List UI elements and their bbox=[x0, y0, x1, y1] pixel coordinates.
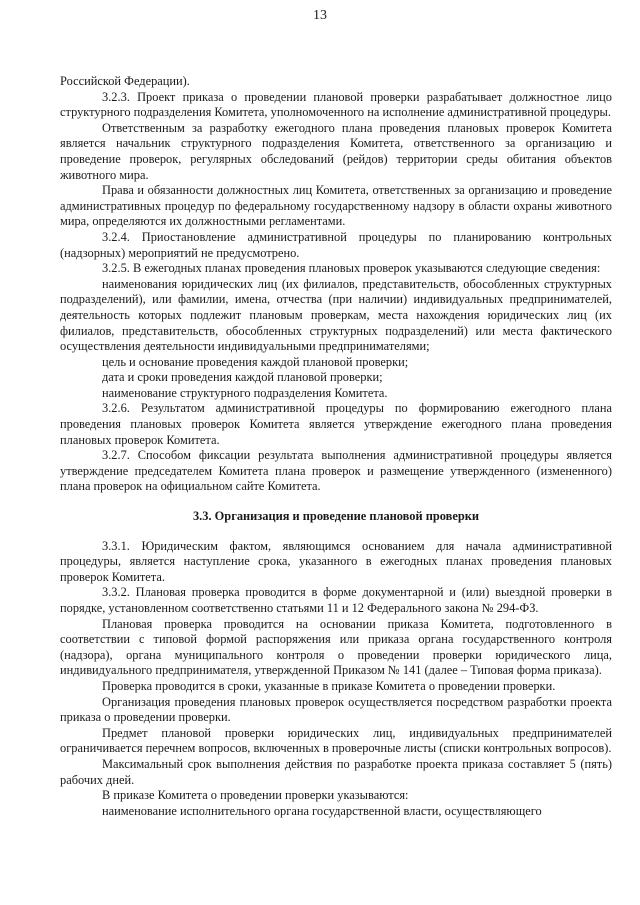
paragraph: Проверка проводится в сроки, указанные в приказе Комитета о проведении проверки. bbox=[102, 678, 556, 693]
paragraph: наименование структурного подразделения Комитета. bbox=[102, 385, 388, 400]
paragraph: Российской Федерации). bbox=[60, 74, 190, 88]
paragraph: 3.2.4. Приостановление административной процедуры по планированию контрольных (надзорных) мероприятий не предусмотрено. bbox=[60, 229, 612, 260]
paragraph: наименования юридических лиц (их филиалов, представительств, обособленных структурных подразделений), или фамилии, имена, отчества (при наличии) индивидуальных предпринимателей, деятельность которых подлежит плановым проверкам, места нахождения юридических лиц (их филиалов, представительств, обособленных структурных подразделений) или места фактического осуществления деятельности индивидуальными предпринимателями; bbox=[60, 276, 612, 354]
paragraph: наименование исполнительного органа государственной власти, осуществляющего bbox=[102, 803, 542, 818]
paragraph: 3.2.7. Способом фиксации результата выполнения административной процедуры является утверждение председателем Комитета плана проверок и размещение утвержденного (измененного) плана проверок на официальном сайте Комитета. bbox=[60, 448, 612, 494]
paragraph: 3.2.3. Проект приказа о проведении плановой проверки разрабатывает должностное лицо структурного подразделения Комитета, уполномоченного на исполнение административной процедуры. bbox=[60, 89, 612, 120]
page-number: 13 bbox=[313, 8, 327, 23]
paragraph: 3.2.5. В ежегодных планах проведения плановых проверок указываются следующие сведения: bbox=[102, 261, 601, 276]
paragraph: дата и сроки проведения каждой плановой проверки; bbox=[102, 370, 383, 385]
paragraph: 3.3.1. Юридическим фактом, являющимся основанием для начала административной процедуры, является наступление срока, указанного в ежегодных планах проведения плановых проверок Комитета. bbox=[60, 538, 612, 584]
paragraph: 3.2.6. Результатом административной процедуры по формированию ежегодного плана проведения плановых проверок Комитета является утверждение ежегодного плана проведения плановых проверок Комитета. bbox=[60, 401, 612, 447]
paragraph: В приказе Комитета о проведении проверки указываются: bbox=[102, 788, 409, 803]
paragraph: Плановая проверка проводится на основании приказа Комитета, подготовленного в соответствии с типовой формой распоряжения или приказа органа государственного контроля (надзора), органа муниципального контроля о проведении проверки юридического лица, индивидуального предпринимателя, утвержденной Приказом № 141 (далее – Типовая форма приказа). bbox=[60, 616, 612, 678]
section-heading: 3.3. Организация и проведение плановой проверки bbox=[192, 509, 480, 524]
paragraphs-before-heading bbox=[60, 74, 612, 495]
paragraph: Ответственным за разработку ежегодного плана проведения плановых проверок Комитета является начальник структурного подразделения Комитета, ответственного за организацию и проведение проверок, регулярных обследований (рейдов) территории среды обитания объектов животного мира. bbox=[60, 120, 612, 182]
paragraph: цель и основание проведения каждой плановой проверки; bbox=[102, 354, 409, 369]
paragraph: Организация проведения плановых проверок осуществляется посредством разработки проекта приказа о проведении проверки. bbox=[60, 694, 612, 725]
paragraph: 3.3.2. Плановая проверка проводится в форме документарной и (или) выездной проверки в порядке, установленном соответственно статьями 11 и 12 Федерального закона № 294-ФЗ. bbox=[60, 585, 612, 615]
paragraph: Предмет плановой проверки юридических лиц, индивидуальных предпринимателей ограничивается перечнем вопросов, включенных в проверочные листы (списки контрольных вопросов). bbox=[60, 725, 612, 756]
paragraph: Максимальный срок выполнения действия по разработке проекта приказа составляет 5 (пять) рабочих дней. bbox=[60, 756, 612, 787]
paragraphs-after-heading bbox=[60, 539, 612, 820]
document-body bbox=[60, 74, 612, 819]
paragraph: Права и обязанности должностных лиц Комитета, ответственных за организацию и проведение административных процедур по федеральному государственному надзору в области охраны животного мира, определяются их должностными регламентами. bbox=[60, 183, 612, 229]
